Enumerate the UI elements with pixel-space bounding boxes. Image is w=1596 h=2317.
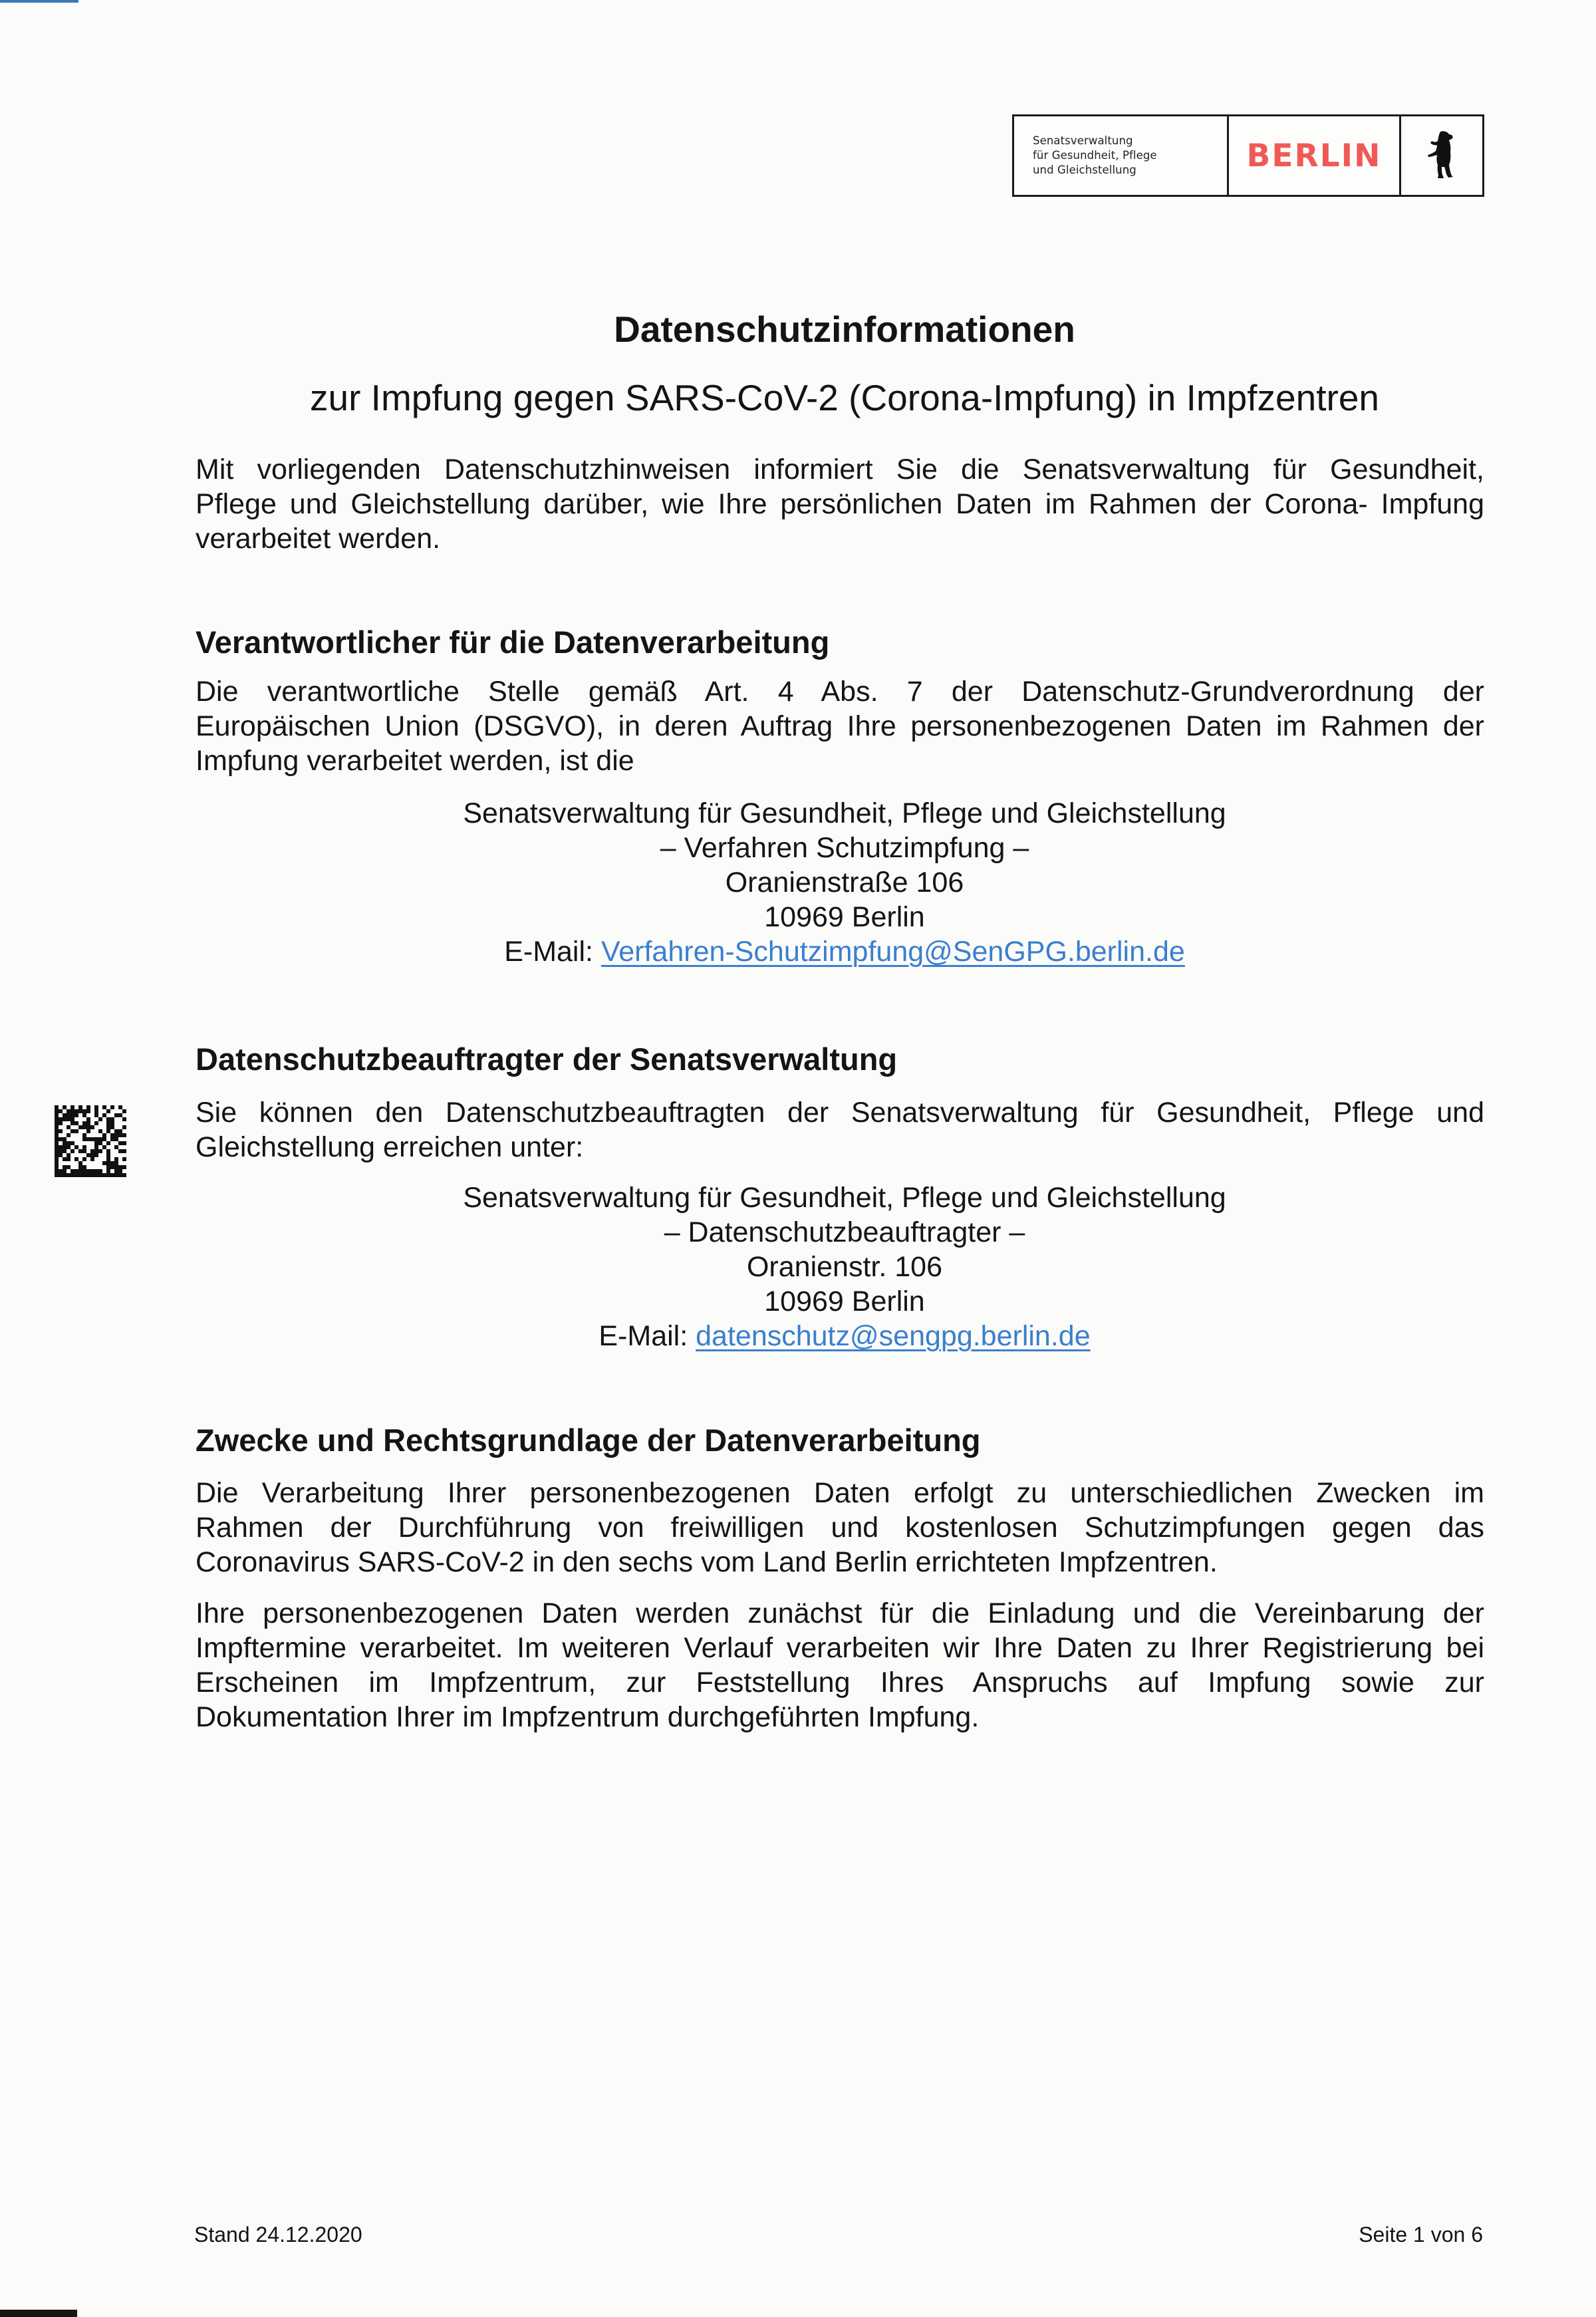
datamatrix-cell: [94, 1145, 98, 1149]
datamatrix-cell: [66, 1117, 70, 1121]
datamatrix-cell: [102, 1145, 106, 1149]
datamatrix-cell: [59, 1149, 63, 1153]
datamatrix-cell: [102, 1137, 106, 1141]
purposes-paragraph-2: [196, 1596, 1484, 1734]
dpo-email-link[interactable]: datenschutz@sengpg.berlin.de: [696, 1320, 1091, 1352]
text-line: Sie können den Datenschutzbeauftragten der Senatsverwaltung für Gesundheit, Pflege und: [196, 1097, 1484, 1129]
datamatrix-cell: [82, 1121, 86, 1125]
text-line: Europäischen Union (DSGVO), in deren Auftrag Ihre personenbezogenen Daten im Rahmen der: [196, 710, 1484, 742]
logo-org-name: [1033, 134, 1157, 178]
datamatrix-cell: [94, 1109, 98, 1113]
datamatrix-cell: [118, 1165, 122, 1169]
logo-city-cell: [1229, 116, 1401, 195]
datamatrix-cell: [94, 1137, 98, 1141]
datamatrix-cell: [90, 1137, 94, 1141]
datamatrix-cell: [102, 1113, 106, 1117]
datamatrix-cell: [86, 1105, 90, 1109]
datamatrix-cell: [66, 1145, 70, 1149]
datamatrix-cell: [94, 1121, 98, 1125]
datamatrix-cell: [106, 1109, 110, 1113]
datamatrix-cell: [94, 1105, 98, 1109]
datamatrix-cell: [55, 1169, 59, 1173]
datamatrix-cell: [70, 1109, 74, 1113]
datamatrix-cell: [106, 1161, 110, 1165]
datamatrix-cell: [55, 1129, 59, 1133]
datamatrix-cell: [102, 1133, 106, 1137]
datamatrix-cell: [122, 1157, 126, 1161]
datamatrix-cell: [118, 1105, 122, 1109]
datamatrix-cell: [66, 1133, 70, 1137]
datamatrix-cell: [82, 1157, 86, 1161]
address-line: Oranienstr. 106: [746, 1251, 942, 1283]
datamatrix-cell: [59, 1169, 63, 1173]
datamatrix-cell: [74, 1173, 78, 1177]
datamatrix-cell: [55, 1149, 59, 1153]
controller-paragraph: [196, 674, 1484, 778]
datamatrix-cell: [59, 1117, 63, 1121]
section-heading-controller: Verantwortlicher für die Datenverarbeitung: [196, 624, 830, 660]
datamatrix-cell: [82, 1145, 86, 1149]
datamatrix-cell: [55, 1137, 59, 1141]
datamatrix-cell: [78, 1165, 82, 1169]
address-line: 10969 Berlin: [764, 901, 925, 933]
datamatrix-cell: [55, 1133, 59, 1137]
datamatrix-cell: [122, 1133, 126, 1137]
document-subtitle: zur Impfung gegen SARS-CoV-2 (Corona-Impfung) in Impfzentren: [310, 377, 1379, 418]
datamatrix-cell: [74, 1169, 78, 1173]
datamatrix-cell: [90, 1169, 94, 1173]
text-line: Rahmen der Durchführung von freiwilligen und kostenlosen Schutzimpfungen gegen das: [196, 1512, 1484, 1544]
email-label: E-Mail:: [598, 1320, 688, 1352]
datamatrix-cell: [110, 1173, 114, 1177]
datamatrix-cell: [82, 1113, 86, 1117]
datamatrix-cell: [106, 1141, 110, 1145]
section-heading-dpo: Datenschutzbeauftragter der Senatsverwaltung: [196, 1041, 898, 1077]
datamatrix-cell: [94, 1141, 98, 1145]
datamatrix-cell: [59, 1153, 63, 1157]
address-line: Senatsverwaltung für Gesundheit, Pflege und Gleichstellung: [463, 1182, 1226, 1214]
logo-org-line: Senatsverwaltung: [1033, 134, 1133, 147]
text-line: Pflege und Gleichstellung darüber, wie Ihre persönlichen Daten im Rahmen der Corona- Impfung: [196, 488, 1484, 520]
datamatrix-cell: [102, 1173, 106, 1177]
datamatrix-cell: [122, 1173, 126, 1177]
text-line: Dokumentation Ihrer im Impfzentrum durchgeführten Impfung.: [196, 1701, 980, 1733]
datamatrix-cell: [66, 1173, 70, 1177]
datamatrix-cell: [63, 1165, 66, 1169]
datamatrix-cell: [55, 1165, 59, 1169]
berlin-bear-icon: [1427, 130, 1456, 181]
datamatrix-cell: [114, 1157, 118, 1161]
datamatrix-cell: [74, 1113, 78, 1117]
datamatrix-cell: [78, 1109, 82, 1113]
datamatrix-cell: [98, 1129, 102, 1133]
datamatrix-cell: [63, 1137, 66, 1141]
datamatrix-cell: [122, 1141, 126, 1145]
footer-date: Stand 24.12.2020: [194, 2223, 362, 2247]
datamatrix-cell: [98, 1117, 102, 1121]
text-line: Impfung verarbeitet werden, ist die: [196, 745, 634, 777]
datamatrix-cell: [86, 1169, 90, 1173]
datamatrix-cell: [74, 1145, 78, 1149]
text-line: Gleichstellung erreichen unter:: [196, 1131, 584, 1163]
datamatrix-cell: [106, 1125, 110, 1129]
datamatrix-cell: [98, 1173, 102, 1177]
datamatrix-cell: [59, 1129, 63, 1133]
datamatrix-cell: [118, 1173, 122, 1177]
datamatrix-cell: [82, 1125, 86, 1129]
datamatrix-cell: [86, 1129, 90, 1133]
datamatrix-cell: [74, 1109, 78, 1113]
datamatrix-cell: [66, 1109, 70, 1113]
datamatrix-cell: [70, 1169, 74, 1173]
datamatrix-cell: [63, 1169, 66, 1173]
berlin-senate-logo: [1012, 114, 1484, 197]
datamatrix-cell: [66, 1165, 70, 1169]
datamatrix-cell: [86, 1153, 90, 1157]
datamatrix-cell: [63, 1141, 66, 1145]
datamatrix-cell: [90, 1149, 94, 1153]
datamatrix-cell: [63, 1117, 66, 1121]
datamatrix-cell: [63, 1145, 66, 1149]
datamatrix-cell: [114, 1137, 118, 1141]
datamatrix-cell: [90, 1173, 94, 1177]
datamatrix-cell: [82, 1165, 86, 1169]
datamatrix-cell: [110, 1105, 114, 1109]
dpo-address: [0, 1180, 1596, 1353]
datamatrix-cell: [63, 1105, 66, 1109]
datamatrix-cell: [86, 1173, 90, 1177]
datamatrix-cell: [94, 1149, 98, 1153]
datamatrix-cell: [74, 1129, 78, 1133]
datamatrix-cell: [106, 1121, 110, 1125]
datamatrix-cell: [70, 1117, 74, 1121]
datamatrix-cell: [90, 1157, 94, 1161]
datamatrix-cell: [82, 1133, 86, 1137]
text-line: Impftermine verarbeitet. Im weiteren Verlauf verarbeiten wir Ihre Daten zu Ihrer Registrierung bei: [196, 1632, 1484, 1664]
datamatrix-cell: [63, 1149, 66, 1153]
datamatrix-cell: [110, 1121, 114, 1125]
datamatrix-cell: [55, 1157, 59, 1161]
datamatrix-cell: [114, 1113, 118, 1117]
address-line: Senatsverwaltung für Gesundheit, Pflege und Gleichstellung: [463, 797, 1226, 829]
datamatrix-cell: [118, 1129, 122, 1133]
logo-org-cell: [1014, 116, 1229, 195]
datamatrix-cell: [66, 1141, 70, 1145]
datamatrix-cell: [55, 1117, 59, 1121]
logo-emblem-cell: [1401, 116, 1482, 195]
text-line: Erscheinen im Impfzentrum, zur Feststellung Ihres Anspruchs auf Impfung sowie zur: [196, 1667, 1484, 1699]
text-line: Ihre personenbezogenen Daten werden zunächst für die Einladung und die Vereinbarung der: [196, 1597, 1484, 1629]
datamatrix-cell: [70, 1105, 74, 1109]
datamatrix-cell: [114, 1145, 118, 1149]
datamatrix-cell: [66, 1157, 70, 1161]
datamatrix-cell: [78, 1173, 82, 1177]
address-line: Oranienstraße 106: [725, 867, 964, 898]
address-line: 10969 Berlin: [764, 1286, 925, 1317]
text-line: Die verantwortliche Stelle gemäß Art. 4 Abs. 7 der Datenschutz-Grundverordnung der: [196, 676, 1484, 708]
datamatrix-cell: [55, 1145, 59, 1149]
datamatrix-cell: [63, 1157, 66, 1161]
datamatrix-cell: [63, 1173, 66, 1177]
datamatrix-cell: [90, 1153, 94, 1157]
controller-address: [0, 796, 1596, 969]
datamatrix-cell: [106, 1149, 110, 1153]
datamatrix-cell: [59, 1145, 63, 1149]
section-heading-purposes: Zwecke und Rechtsgrundlage der Datenverarbeitung: [196, 1423, 981, 1458]
datamatrix-cell: [55, 1113, 59, 1117]
datamatrix-cell: [118, 1113, 122, 1117]
datamatrix-cell: [98, 1141, 102, 1145]
datamatrix-cell: [122, 1149, 126, 1153]
datamatrix-cell: [114, 1161, 118, 1165]
datamatrix-cell: [70, 1113, 74, 1117]
datamatrix-cell: [74, 1121, 78, 1125]
scan-edge-mark-bottom: [0, 2310, 77, 2317]
datamatrix-cell: [98, 1169, 102, 1173]
datamatrix-cell: [90, 1125, 94, 1129]
datamatrix-cell: [55, 1105, 59, 1109]
datamatrix-cell: [114, 1129, 118, 1133]
datamatrix-cell: [110, 1125, 114, 1129]
datamatrix-cell: [86, 1125, 90, 1129]
datamatrix-cell: [94, 1113, 98, 1117]
datamatrix-cell: [122, 1125, 126, 1129]
datamatrix-cell: [59, 1137, 63, 1141]
datamatrix-cell: [78, 1169, 82, 1173]
datamatrix-cell: [110, 1165, 114, 1169]
datamatrix-cell: [106, 1165, 110, 1169]
logo-org-line: für Gesundheit, Pflege: [1033, 149, 1157, 162]
document-title: Datenschutzinformationen: [614, 309, 1075, 350]
datamatrix-cell: [106, 1169, 110, 1173]
datamatrix-cell: [59, 1173, 63, 1177]
intro-paragraph: [196, 452, 1484, 556]
scan-edge-mark-top: [0, 0, 78, 3]
datamatrix-cell: [94, 1153, 98, 1157]
datamatrix-cell: [78, 1149, 82, 1153]
datamatrix-cell: [114, 1173, 118, 1177]
datamatrix-cell: [55, 1161, 59, 1165]
controller-email-link[interactable]: Verfahren-Schutzimpfung@SenGPG.berlin.de: [600, 936, 1185, 968]
logo-org-line: und Gleichstellung: [1033, 164, 1136, 176]
text-line: verarbeitet werden.: [196, 523, 441, 555]
dpo-paragraph: [196, 1095, 1484, 1164]
datamatrix-cell: [106, 1173, 110, 1177]
datamatrix-cell: [122, 1165, 126, 1169]
datamatrix-cell: [106, 1153, 110, 1157]
datamatrix-cell: [82, 1173, 86, 1177]
datamatrix-cell: [59, 1109, 63, 1113]
datamatrix-cell: [122, 1109, 126, 1113]
address-email-line: [0, 934, 1596, 969]
datamatrix-cell: [110, 1161, 114, 1165]
datamatrix-cell: [110, 1133, 114, 1137]
datamatrix-cell: [55, 1153, 59, 1157]
datamatrix-cell: [86, 1137, 90, 1141]
datamatrix-cell: [70, 1173, 74, 1177]
datamatrix-cell: [118, 1149, 122, 1153]
datamatrix-code-icon: [55, 1105, 126, 1177]
text-line: Die Verarbeitung Ihrer personenbezogenen Daten erfolgt zu unterschiedlichen Zwecken im: [196, 1477, 1484, 1509]
datamatrix-cell: [122, 1117, 126, 1121]
datamatrix-cell: [114, 1169, 118, 1173]
datamatrix-cell: [82, 1149, 86, 1153]
datamatrix-cell: [66, 1125, 70, 1129]
datamatrix-cell: [118, 1133, 122, 1137]
datamatrix-cell: [55, 1109, 59, 1113]
datamatrix-cell: [66, 1113, 70, 1117]
datamatrix-cell: [78, 1105, 82, 1109]
datamatrix-cell: [98, 1149, 102, 1153]
datamatrix-cell: [106, 1129, 110, 1133]
datamatrix-cell: [86, 1121, 90, 1125]
address-line: – Datenschutzbeauftragter –: [664, 1216, 1025, 1248]
datamatrix-cell: [59, 1121, 63, 1125]
datamatrix-cell: [74, 1157, 78, 1161]
footer-page-number: Seite 1 von 6: [1359, 2223, 1483, 2247]
datamatrix-cell: [82, 1169, 86, 1173]
datamatrix-cell: [78, 1125, 82, 1129]
datamatrix-cell: [55, 1125, 59, 1129]
datamatrix-cell: [94, 1173, 98, 1177]
datamatrix-cell: [110, 1137, 114, 1141]
datamatrix-cell: [86, 1109, 90, 1113]
datamatrix-cell: [114, 1165, 118, 1169]
datamatrix-cell: [98, 1137, 102, 1141]
datamatrix-cell: [118, 1141, 122, 1145]
datamatrix-cell: [82, 1137, 86, 1141]
address-email-line: [0, 1319, 1596, 1353]
datamatrix-cell: [94, 1169, 98, 1173]
datamatrix-cell: [106, 1117, 110, 1121]
logo-city-name: BERLIN: [1246, 137, 1382, 174]
datamatrix-cell: [118, 1169, 122, 1173]
datamatrix-cell: [114, 1133, 118, 1137]
datamatrix-cell: [102, 1161, 106, 1165]
datamatrix-cell: [66, 1153, 70, 1157]
datamatrix-cell: [82, 1109, 86, 1113]
address-line: – Verfahren Schutzimpfung –: [660, 832, 1029, 864]
datamatrix-cell: [55, 1141, 59, 1145]
datamatrix-cell: [55, 1121, 59, 1125]
text-line: Mit vorliegenden Datenschutzhinweisen informiert Sie die Senatsverwaltung für Gesundheit,: [196, 454, 1484, 485]
datamatrix-cell: [70, 1141, 74, 1145]
datamatrix-cell: [63, 1113, 66, 1117]
datamatrix-cell: [70, 1149, 74, 1153]
purposes-paragraph-1: [196, 1476, 1484, 1579]
email-label: E-Mail:: [504, 936, 593, 968]
datamatrix-cell: [102, 1105, 106, 1109]
datamatrix-cell: [106, 1157, 110, 1161]
datamatrix-cell: [78, 1161, 82, 1165]
text-line: Coronavirus SARS-CoV-2 in den sechs vom Land Berlin errichteten Impfzentren.: [196, 1546, 1218, 1578]
datamatrix-cell: [70, 1121, 74, 1125]
datamatrix-cell: [70, 1129, 74, 1133]
datamatrix-cell: [86, 1117, 90, 1121]
datamatrix-cell: [55, 1173, 59, 1177]
datamatrix-cell: [110, 1117, 114, 1121]
